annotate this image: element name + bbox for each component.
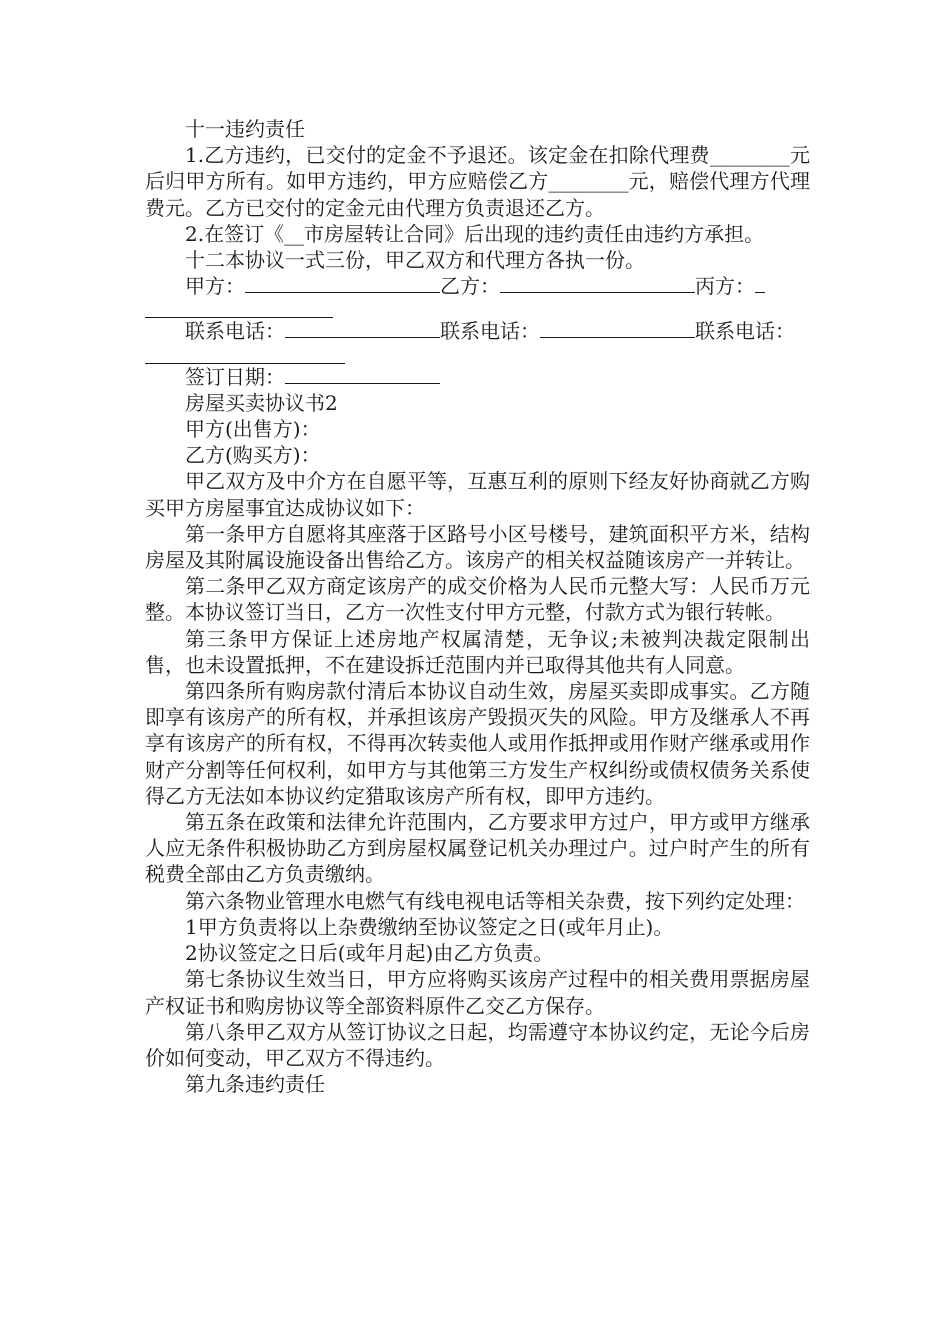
party-c-blank-continued[interactable] <box>145 299 333 318</box>
sign-date-label: 签订日期： <box>185 364 285 389</box>
signature-line <box>145 273 810 299</box>
phone-c-blank[interactable] <box>145 345 345 364</box>
phone-label-a: 联系电话： <box>185 319 285 344</box>
article-2: 第二条甲乙双方商定该房产的成交价格为人民币元整大写：人民币万元整。本协议签订当日，乙方一次性支付甲方元整，付款方式为银行转帐。 <box>145 574 810 625</box>
section-11-item-1: 1.乙方违约，已交付的定金不予退还。该定金在扣除代理费________元后归甲方所有。如甲方违约，甲方应赔偿乙方________元，赔偿代理方代理费元。乙方已交付的定金元由代理方负责退还乙方。 <box>145 143 810 220</box>
article-4: 第四条所有购房款付清后本协议自动生效，房屋买卖即成事实。乙方随即享有该房产的所有权，并承担该房产毁损灭失的风险。甲方及继承人不再享有该房产的所有权，不得再次转卖他人或用作抵押或用作财产继承或用作财产分割等任何权利，如甲方与其他第三方发生产权纠纷或债权债务关系使得乙方无法如本协议约定猎取该房产所有权，即甲方违约。 <box>145 679 810 808</box>
doc2-intro: 甲乙双方及中介方在自愿平等，互惠互利的原则下经友好协商就乙方购买甲方房屋事宜达成协议如下： <box>145 469 810 520</box>
article-6-item-2: 2协议签定之日后(或年月起)由乙方负责。 <box>185 941 554 966</box>
section-11-item-2: 2.在签订《__市房屋转让合同》后出现的违约责任由违约方承担。 <box>185 221 765 246</box>
party-a-blank[interactable] <box>245 274 440 293</box>
party-c-label: 丙方： <box>695 274 755 299</box>
phone-b-blank[interactable] <box>540 319 695 338</box>
party-b-blank[interactable] <box>500 274 695 293</box>
doc2-seller: 甲方(出售方)： <box>185 417 321 442</box>
document-page <box>145 116 810 1097</box>
party-c-blank[interactable] <box>755 274 765 293</box>
sign-date-blank[interactable] <box>285 365 440 384</box>
phone-continuation <box>145 345 810 364</box>
article-7: 第七条协议生效当日，甲方应将购买该房产过程中的相关费用票据房屋产权证书和购房协议等全部资料原件乙交乙方保存。 <box>145 967 810 1018</box>
article-9: 第九条违约责任 <box>185 1072 325 1097</box>
party-b-label: 乙方： <box>440 274 500 299</box>
phone-a-blank[interactable] <box>285 319 440 338</box>
article-8: 第八条甲乙双方从签订协议之日起，均需遵守本协议约定，无论今后房价如何变动，甲乙双方不得违约。 <box>145 1019 810 1070</box>
section-12: 十二本协议一式三份，甲乙双方和代理方各执一份。 <box>185 248 645 273</box>
article-6: 第六条物业管理水电燃气有线电视电话等相关杂费，按下列约定处理： <box>185 888 805 913</box>
party-a-label: 甲方： <box>185 274 245 299</box>
doc2-title: 房屋买卖协议书2 <box>185 390 338 415</box>
article-3: 第三条甲方保证上述房地产权属清楚，无争议;未被判决裁定限制出售，也未设置抵押，不在建设拆迁范围内并已取得其他共有人同意。 <box>145 626 810 677</box>
signature-continuation <box>145 299 810 318</box>
doc2-buyer: 乙方(购买方)： <box>185 443 321 468</box>
phone-line <box>145 318 810 344</box>
sign-date-line <box>145 364 810 390</box>
article-1: 第一条甲方自愿将其座落于区路号小区号楼号，建筑面积平方米，结构房屋及其附属设施设备出售给乙方。该房产的相关权益随该房产一并转让。 <box>145 521 810 573</box>
article-6-item-1: 1甲方负责将以上杂费缴纳至协议签定之日(或年月止)。 <box>185 914 674 939</box>
article-5: 第五条在政策和法律允许范围内，乙方要求甲方过户，甲方或甲方继承人应无条件积极协助乙方到房屋权属登记机关办理过户。过户时产生的所有税费全部由乙方负责缴纳。 <box>145 810 810 887</box>
section-11-title: 十一违约责任 <box>185 117 305 141</box>
phone-label-b: 联系电话： <box>440 319 540 344</box>
phone-label-c: 联系电话： <box>695 319 795 344</box>
